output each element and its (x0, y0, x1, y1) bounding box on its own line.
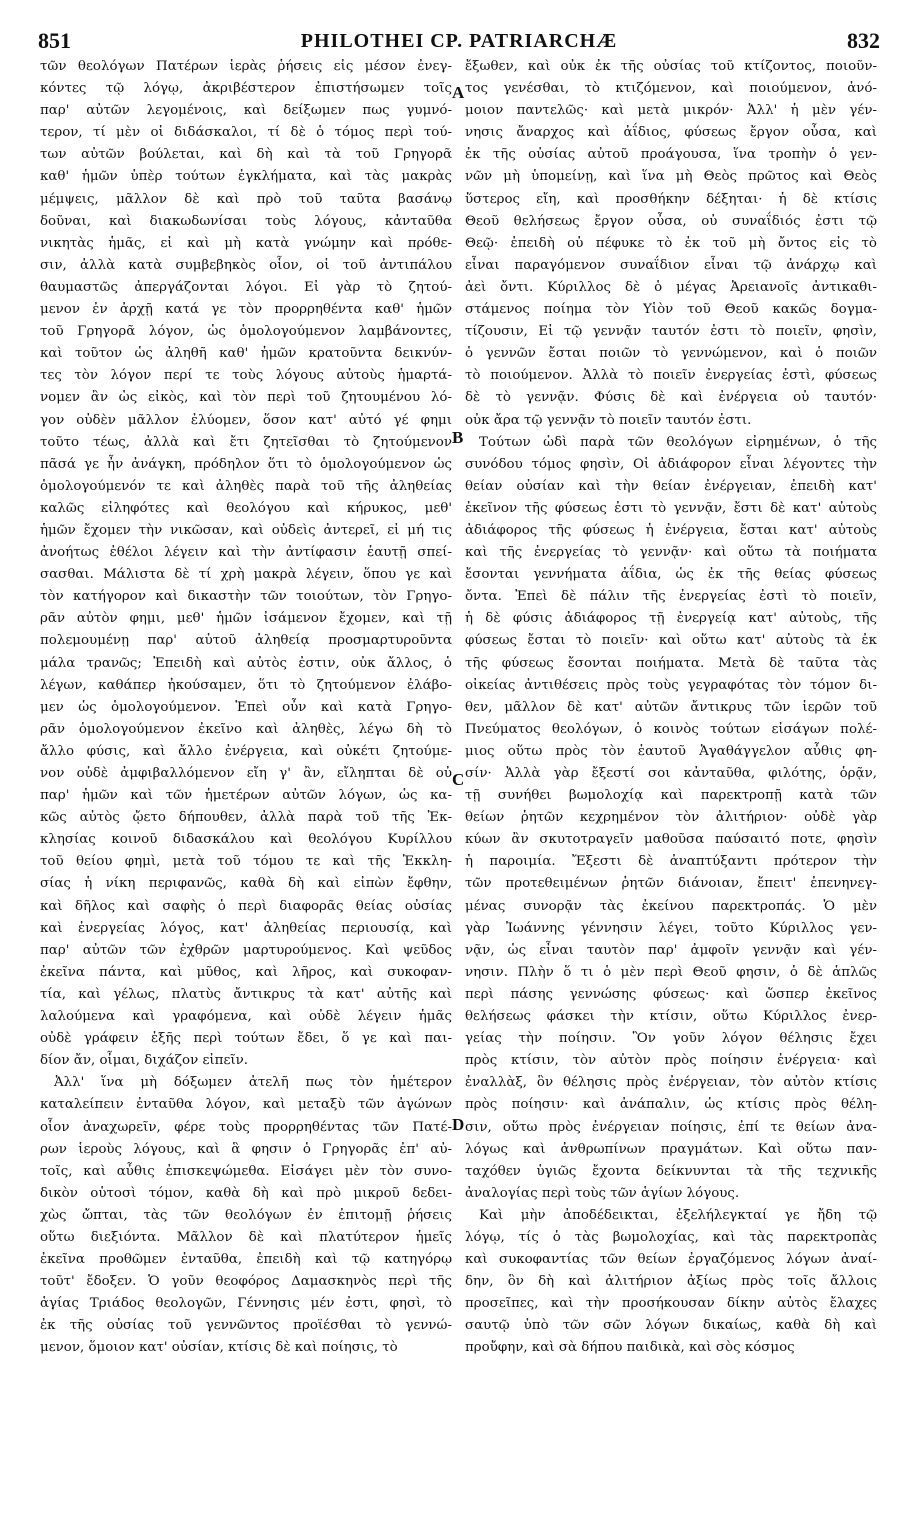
text-line: οἷον ἀναχωρεῖν, φέρε τοὺς προρρηθέντας τῶν Πατέ- (40, 1119, 452, 1135)
text-line: καὶ τοῦτον ὡς ἀληθῆ καθ' ἡμῶν κρατοῦντα δεικνύν- (40, 346, 452, 362)
text-line: ἐναλλὰξ, ὃν θέλησις πρὸς ἐνέργειαν, τὸν αὐτὸν κτίσις (465, 1075, 877, 1091)
text-line: τοῦτ' ἔδοξεν. Ὁ γοῦν θεοφόρος Δαμασκηνὸς περὶ τῆς (40, 1274, 452, 1290)
margin-marker-d: D (452, 1115, 465, 1134)
text-line: ὁ γεννῶν ἔσται ποιῶν τὸ γεννώμενον, καὶ ὁ ποιῶν (465, 346, 877, 362)
text-line: ἐκεῖνον τῆς φύσεως ἐστι τὸ γεννᾷν, ἔστι δὲ κατ' αὐτοὺς (465, 500, 877, 516)
text-line: νομεν ἂν ὡς εἰκὸς, καὶ τὸν περὶ τοῦ ζητουμένου λό- (40, 390, 452, 406)
text-line: ἡ παροιμία. Ἔξεστι δὲ ἀναπτύξαντι πρότερον τὴν (465, 854, 877, 870)
text-line: οὐδὲ γράφειν ἑξῆς περὶ τούτων ἔδει, ὅ γε καὶ παι- (40, 1031, 452, 1047)
text-line: δην, ὃν δὴ καὶ ἀλιτήριον ἀξίως πρὸς τοῖς ἄλλοις (465, 1274, 877, 1290)
text-line: παρ' αὐτῶν τῶν ἐχθρῶν μαρτυρούμενος. Καὶ ψεῦδος (40, 942, 452, 958)
text-line: πολεμουμένῃ παρ' αὐτοῦ ἀληθείᾳ προσμαρτυροῦντα (40, 633, 452, 649)
text-line: Τούτων ὡδὶ παρὰ τῶν θεολόγων εἰρημένων, ὁ τῆς (479, 434, 877, 450)
text-line: τοῖς, καὶ αὖθις ἐπισκεψώμεθα. Εἰσάγει μὲν τὸν συνο- (40, 1163, 452, 1179)
text-line: ἡμῶν ἔχομεν τὴν νικῶσαν, καὶ οὐδεὶς ἀντερεῖ, εἰ μή τις (40, 522, 452, 538)
text-line: δὲ τὸ γεννᾷν. Φύσις δὲ καὶ ἐνέργεια οὐ ταυτόν· (465, 390, 877, 406)
text-line: κύων ἂν σκυτοτραγεῖν μαθοῦσα παύσαιτό ποτε, φησὶν (465, 832, 877, 848)
text-line: τία, καὶ γέλως, πλατὺς ἄντικρυς τὰ κατ' αὐτῆς καὶ (40, 986, 452, 1002)
text-line: ὁμολογούμενόν τε καὶ ἀληθὲς παρὰ τοῦ τῆς ἀληθείας (40, 478, 452, 494)
text-line: κόντες τῷ λόγῳ, ἀκριβέστερον ἐπιστήσωμεν τοῖς (40, 81, 452, 97)
text-line: σιν, ἀλλὰ κατὰ συμβεβηκὸς οἷον, οἱ τοῦ ἀντιπάλου (40, 257, 452, 273)
text-line: χὼς ὤπται, τὰς τῶν θεολόγων ἐν ἐπιτομῇ ῥήσεις (40, 1207, 452, 1223)
text-line: ἀεὶ ὄντι. Κύριλλος δὲ ὁ μέγας Ἀρειανοῖς ἀντικαθι- (465, 279, 877, 295)
text-line: εἶναι παραγόμενον συναΐδιον εἶναι τῷ ἀνάρχῳ καὶ (465, 257, 877, 273)
text-line: δίον ἄν, οἶμαι, διχάζον εἰπεῖν. (40, 1053, 249, 1069)
text-line: νικητὰς ἡμᾶς, εἰ καὶ μὴ κατὰ γνώμην καὶ πρόθε- (40, 235, 452, 251)
running-title: PHILOTHEI CP. PATRIARCHÆ (300, 30, 618, 52)
text-line: παρ' αὐτῶν λεγομένοις, καὶ δείξωμεν πως γυμνό- (40, 103, 452, 119)
text-line: πᾶσά γε ἦν ἀνάγκη, πρόδηλον ὅτι τὸ ὁμολογούμενον ὡς (40, 456, 452, 472)
text-line: Ἀλλ' ἵνα μὴ δόξωμεν ἀτελῆ πως τὸν ἡμέτερον (54, 1075, 452, 1091)
text-line: στάμενος ποίημα τὸν Υἱὸν τοῦ Θεοῦ κακῶς δογμα- (465, 302, 877, 318)
margin-marker-a: A (452, 83, 465, 102)
text-line: μεν ὡς ὁμολογούμενον. Ἐπεὶ οὖν καὶ κατὰ Γρηγο- (40, 699, 452, 715)
text-line: συνόδου τόμος φησὶν, Οἱ ἀδιάφορον εἶναι λέγοντες τὴν (465, 456, 877, 472)
text-line: ταχόθεν ὑγιῶς ἔχοντα δείκνυνται τὰ τῆς τεχνικῆς (465, 1163, 877, 1179)
text-line: των αὐτῶν βούλεται, καὶ δὴ καὶ τὰ τοῦ Γρηγορᾶ (40, 147, 452, 163)
text-line: μενον ἐν ἀρχῇ κατά γε τὸν προρρηθέντα καθ' ἡμῶν (40, 302, 452, 318)
text-line: ρᾶν αὐτὸν φημι, μεθ' ἡμῶν ἰσάμενον ἔχομεν, καὶ τῇ (40, 611, 452, 627)
text-line: ὄντα. Ἐπεὶ δὲ πάλιν τῆς ἐνεργείας ἐστὶ τὸ ποιεῖν, (465, 589, 877, 605)
margin-marker-c: C (452, 770, 465, 789)
text-line: πρὸς ποίησιν· καὶ ἀνάπαλιν, ὡς κτίσις πρὸς θέλη- (465, 1097, 877, 1113)
text-line: δικὸν οὑτοσὶ τόμον, καθὰ δὴ καὶ πρὸ μικροῦ δεδει- (40, 1185, 452, 1201)
text-line: τῇ συνήθει βωμολοχίᾳ καὶ παρεκτροπῇ κατὰ τῶν (465, 788, 877, 804)
left-column (40, 56, 452, 1510)
text-line: μέμψεις, μᾶλλον δὲ καὶ πρὸ τοῦ ταῦτα βασάνῳ (40, 191, 452, 207)
text-line: τος γενέσθαι, τὸ κτιζόμενον, καὶ ποιούμενον, ἀνό- (465, 81, 877, 97)
text-line: νησις ἄναρχος καὶ ἀΐδιος, φύσεως ἔργον οὖσα, καὶ (465, 125, 877, 141)
text-line: Πνεύματος θεολόγων, ὁ κοινὸς τούτων εἰσάγων πολέ- (465, 721, 877, 737)
text-line: Θεοῦ θελήσεως ἔργον οὖσα, οὐ συναΐδιός ἐστι τῷ (465, 213, 877, 229)
text-line: πρὸς κτίσιν, τὸν αὐτὸν πρὸς ποίησιν ἐνέργεια· καὶ (465, 1053, 877, 1069)
text-line: ρᾶν ὁμολογούμενον ἐκεῖνο καὶ ἀληθὲς, λέγω δὴ τὸ (40, 721, 452, 737)
page-number-left: 851 (38, 28, 71, 53)
text-line: ρων ἱεροὺς λόγους, καὶ ἃ φησιν ὁ Γρηγορᾶς ἐπ' αὐ- (40, 1141, 452, 1157)
text-line: προὔφην, καὶ σὰ δήπου παιδικὰ, καὶ σὸς κόσμος (465, 1340, 795, 1356)
text-line: σιν, οὕτω πρὸς ἐνέργειαν ποίησις, ἐπί τε θείων ἀνα- (465, 1119, 877, 1135)
text-line: ἡ δὲ φύσις ἀδιάφορος τῇ ἐνεργείᾳ κατ' αὐτοὺς, τῆς (465, 611, 877, 627)
text-line: ἐκ τῆς οὐσίας τοῦ γεννῶντος προϊέσθαι τὸ γεννώ- (40, 1318, 452, 1334)
text-line: καθ' ἡμῶν ὑπὲρ τούτων ἐγκλήματα, καὶ τὰς μακρὰς (40, 169, 452, 185)
text-line: οἰκείας ἀντιθέσεις πρὸς τοὺς γεγραφότας τὸν τόμον δι- (465, 677, 877, 693)
text-line: τερον, τί μὲν οἱ διδάσκαλοι, τί δὲ ὁ τόμος περὶ τού- (40, 125, 452, 141)
text-line: τὸ ποιούμενον. Ἀλλὰ τὸ ποιεῖν ἐνεργείας ἐστὶ, φύσεως (465, 368, 877, 384)
text-line: ἀναλογίας περὶ τοὺς τῶν ἁγίων λόγους. (465, 1185, 740, 1201)
text-line: τοῦ Γρηγορᾶ λόγον, ὡς ὁμολογούμενον λαμβάνοντες, (40, 324, 452, 340)
text-line: καταλείπειν ἐνταῦθα λόγον, καὶ μεταξὺ τῶν ἀγώνων (40, 1097, 452, 1113)
text-line: φύσεως ἔσται τὸ ποιεῖν· καὶ οὕτω κατ' αὐτοὺς τὰ ἐκ (465, 633, 877, 649)
text-line: θαυμαστῶς ἀπεργάζονται λόγοι. Εἰ γὰρ τὸ ζητού- (40, 279, 452, 295)
text-line: οὐκ ἄρα τῷ γεννᾷν τὸ ποιεῖν ταυτόν ἐστι. (465, 412, 752, 428)
text-line: ἔξωθεν, καὶ οὐκ ἐκ τῆς οὐσίας τοῦ κτίζοντος, ποιοῦν- (465, 59, 877, 74)
text-line: νᾷν, ὡς εἶναι ταυτὸν παρ' ἀμφοῖν γεννᾷν καὶ γέν- (465, 942, 877, 958)
text-line: μοιον παντελῶς· καὶ μετὰ μικρόν· Ἀλλ' ἡ μὲν γέν- (465, 103, 877, 119)
text-line: καὶ τῆς ἐνεργείας τὸ γεννᾷν· καὶ οὕτω τὰ ποιήματα (465, 545, 877, 561)
text-line: οὕτω διεξιόντα. Μᾶλλον δὲ καὶ πλατύτερον ἡμεῖς (40, 1229, 452, 1245)
text-line: λέγων, καθάπερ ἠκούσαμεν, ὅτι τὸ ζητούμενον ἐλάβο- (40, 677, 452, 693)
text-line: τῆς φύσεως ἔσονται ποιήματα. Μετὰ δὲ ταῦτα τὰς (465, 655, 877, 671)
margin-marker-b: B (452, 428, 464, 447)
text-line: παρ' ἡμῶν καὶ τῶν ἡμετέρων αὐτῶν λόγων, ὡς κα- (40, 788, 452, 804)
text-line: μιος οὕτω πρὸς τὸν ἑαυτοῦ Ἀγαθάγγελον αὖθις φη- (465, 743, 877, 759)
text-line: θεν, μᾶλλον δὲ κατ' αὐτῶν ἄντικρυς τῶν ἱερῶν τοῦ (465, 699, 877, 715)
page-number-right: 832 (847, 28, 880, 53)
text-line: θείων ῥητῶν κεχρημένον τὸν ἀλιτήριον· οὐδὲ γὰρ (465, 810, 877, 826)
text-line: μάλα τρανῶς; Ἐπειδὴ καὶ αὐτὸς ἐστιν, οὐκ ἄλλος, ὁ (40, 655, 452, 671)
text-line: σασθαι. Μάλιστα δὲ τί χρὴ μακρὰ λέγειν, ὅπου γε καὶ (40, 567, 452, 583)
text-line: θελήσεως φάσκει τὴν κτίσιν, οὕτω Κύριλλος ἐνερ- (465, 1009, 877, 1025)
text-line: Θεῷ· ἐπειδὴ οὐ πέφυκε τὸ ἐκ τοῦ μὴ ὄντος εἰς τὸ (465, 235, 877, 251)
text-line: κλησίας κοινοῦ διδασκάλου καὶ θεολόγου Κυρίλλου (40, 832, 452, 848)
text-line: ἔσονται γεννήματα ἀΐδια, ὡς ἐκ τῆς θείας φύσεως (465, 567, 877, 583)
text-line: λαλούμενα καὶ γραφόμενα, καὶ οὐδὲ λέγειν ἡμᾶς (40, 1009, 452, 1025)
text-line: λόγως καὶ ἀνθρωπίνων πραγμάτων. Καὶ οὕτω παν- (465, 1141, 877, 1157)
right-column (465, 56, 877, 1510)
text-line: ἀδιάφορος τῆς φύσεως ἡ ἐνέργεια, ἔσται κατ' αὐτοὺς (465, 522, 877, 538)
text-line: μένας συνορᾷν τὰς ἐκείνου παρεκτροπάς. Ὁ μὲν (465, 898, 877, 914)
text-line: καὶ ἐνεργείας λόγος, κατ' ἀληθείας περιουσίᾳ, καὶ (40, 920, 452, 936)
text-line: θείαν οὐσίαν καὶ τὴν θείαν ἐνέργειαν, ἐπειδὴ κατ' (465, 478, 877, 494)
text-line: γὰρ Ἰωάννης γέννησιν λέγει, τοῦτο Κύριλλος γεν- (465, 920, 877, 936)
text-line: νον οὐδὲ ἀμφιβαλλόμενον εἴη γ' ἂν, εἴληπται δὲ οὐ (40, 766, 452, 781)
text-line: τες τὸν λόγον περί τε τοὺς λόγους αὐτοὺς ἡμαρτά- (40, 368, 452, 384)
text-line: ἐκεῖνα προθῶμεν ἐνταῦθα, ἐπειδὴ καὶ τῷ κατηγόρῳ (40, 1252, 452, 1268)
text-line: νησιν. Πλὴν ὅ τι ὁ μὲν περὶ Θεοῦ φησιν, ὁ δὲ ἁπλῶς (465, 964, 877, 980)
text-line: σίν· Ἀλλὰ γὰρ ἔξεστί σοι κἀνταῦθα, φιλότης, ὁρᾷν, (465, 766, 877, 781)
text-line: σίας ἡ νίκη περιφανῶς, καθὰ δὴ καὶ εἰπὼν ἔφθην, (40, 876, 452, 892)
text-line: προσεῖπες, καὶ τὴν προσήκουσαν δίκην αὐτὸς ἔλαχες (465, 1296, 877, 1312)
text-line: τὸν κατήγορον καὶ δικαστὴν τῶν τοιούτων, τὸν Γρηγο- (40, 589, 452, 605)
text-line: ἐκεῖνα πάντα, καὶ μῦθος, καὶ λῆρος, καὶ συκοφαν- (40, 964, 452, 980)
text-line: τῶν θεολόγων Πατέρων ἱερὰς ῥήσεις εἰς μέσον ἐνεγ- (40, 59, 452, 74)
text-line: περὶ πάσης γεννώσης φύσεως· καὶ ὥσπερ ἐκεῖνος (465, 986, 877, 1002)
text-line: ἁγίας Τριάδος θεολογῶν, Γέννησις μέν ἐστι, φησὶ, τὸ (40, 1296, 452, 1312)
text-line: δοῦναι, καὶ διακωδωνίσαι τοὺς λόγους, κἀνταῦθα (40, 213, 452, 229)
text-line: λόγῳ, τίς ὁ τὰς βωμολοχίας, καὶ τὰς παρεκτροπὰς (465, 1229, 877, 1245)
text-line: γον οὐδὲν μᾶλλον ἐλύομεν, ὅσον κατ' αὐτό γέ φημι (40, 412, 452, 428)
text-line: μενον, ὅμοιον κατ' οὐσίαν, κτίσις δὲ καὶ ποίησις, τὸ (40, 1340, 398, 1356)
text-line: καὶ δῆλος καὶ σαφὴς ὁ περὶ διαφορᾶς θείας οὐσίας (40, 898, 452, 914)
text-line: τίζουσιν, Εἰ τῷ γεννᾷν ταυτόν ἐστι τὸ ποιεῖν, φησὶν, (465, 324, 877, 340)
text-line: καὶ συκοφαντίας τῶν θείων ἐργαζόμενος λόγων ἀναί- (465, 1252, 877, 1268)
text-line: ἐκ τῆς οὐσίας αὐτοῦ προάγουσα, ἵνα τροπὴν ὁ γεν- (465, 147, 877, 163)
text-line: σαυτῷ ὑπὸ τῶν σῶν λόγων δικαίως, καθὰ δὴ καὶ (465, 1318, 877, 1334)
page-header (0, 0, 918, 53)
text-line: ἄλλο φύσις, καὶ ἄλλο ἐνέργεια, καὶ οὐκέτι ζητούμε- (40, 743, 452, 759)
text-line: νῶν μὴ ὑπομείνῃ, καὶ ἵνα μὴ Θεὸς πρῶτος καὶ Θεὸς (465, 169, 877, 185)
text-line: ἀνοήτως ἐθέλοι λέγειν καὶ τὴν ἀντίφασιν ἑαυτῇ σπεί- (40, 545, 452, 561)
text-line: ὕστερος εἴη, καὶ προσθήκην δέξηται· ἡ δὲ κτίσις (465, 191, 877, 207)
text-line: γείας τὴν ποίησιν. Ὃν γοῦν λόγον θέλησις ἔχει (465, 1031, 877, 1047)
text-line: Καὶ μὴν ἀποδέδεικται, ἐξελήλεγκταί γε ἤδη τῷ (479, 1207, 877, 1223)
text-line: καλῶς εἰληφότες καὶ θεολόγου καὶ κήρυκος, μεθ' (40, 500, 452, 516)
text-line: κῶς αὐτὸς ᾤετο δήπουθεν, ἀλλὰ παρὰ τοῦ τῆς Ἐκ- (40, 810, 452, 826)
text-line: τοῦ θείου φημὶ, μετὰ τοῦ τόμου τε καὶ τῆς Ἐκκλη- (40, 854, 452, 870)
text-line: τῶν προτεθειμένων ῥητῶν διάνοιαν, ἔπειτ' ἐπενηνεγ- (465, 876, 877, 892)
text-line: τοῦτο τέως, ἀλλὰ καὶ ἔτι ζητεῖσθαι τὸ ζητούμενον (40, 434, 452, 450)
